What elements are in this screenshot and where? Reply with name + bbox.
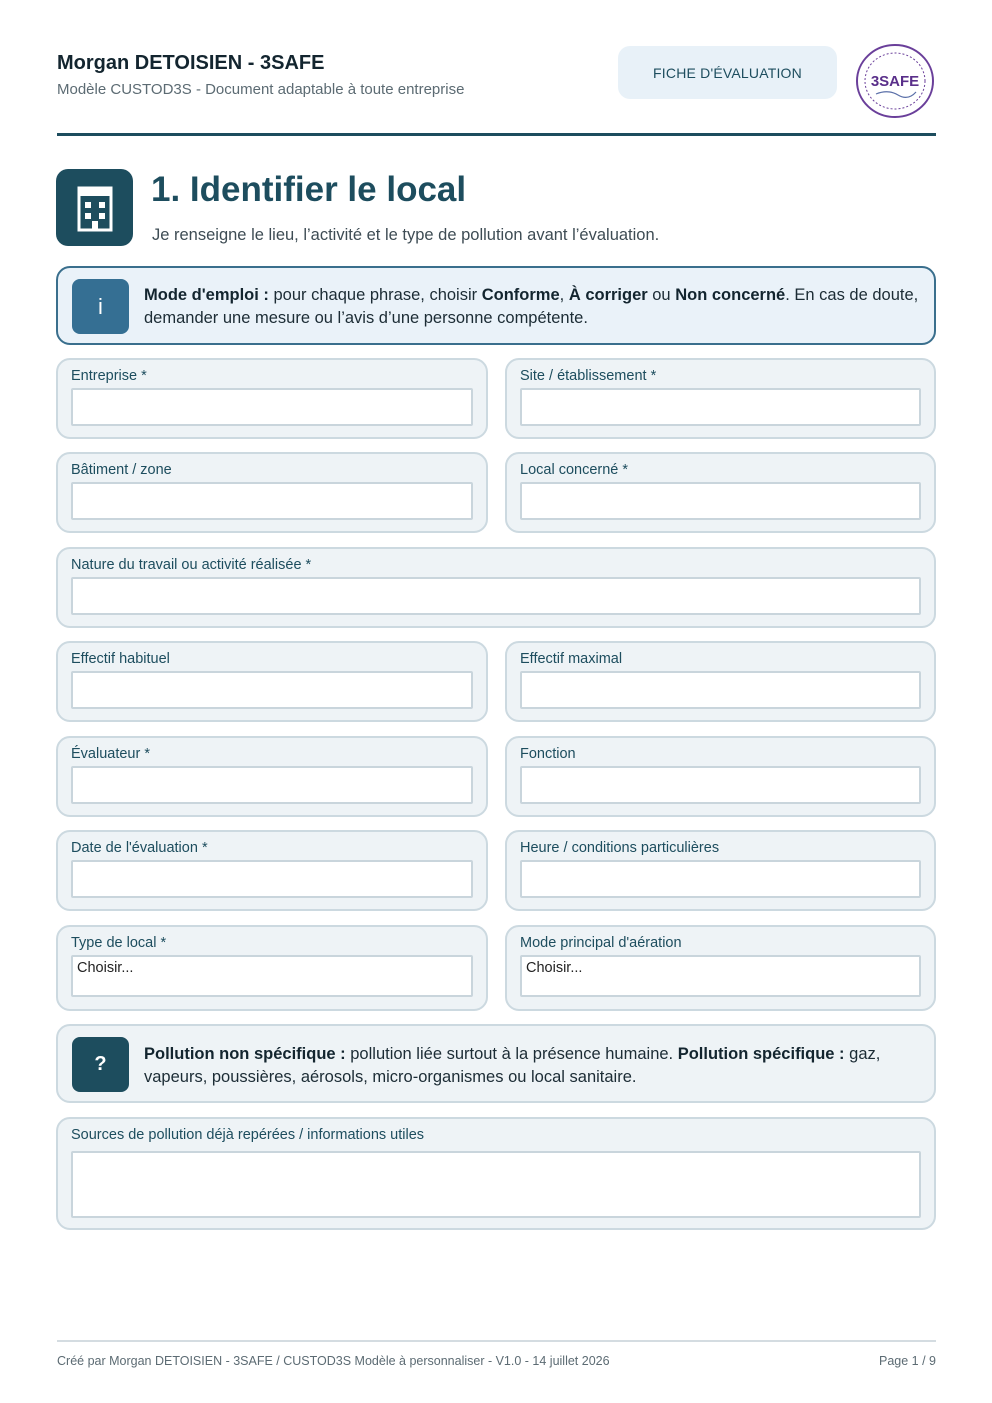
field-date: [56, 830, 488, 911]
info-icon: i: [72, 279, 129, 334]
field-label: Entreprise *: [71, 368, 147, 384]
building-icon: [56, 169, 133, 246]
type-local-select[interactable]: Choisir...: [71, 955, 473, 997]
instructions-text: Mode d'emploi : pour chaque phrase, choisir Conforme, À corriger ou Non concerné. En cas de doute, demander une mesure ou l’avis d’une personne compétente.: [144, 286, 919, 327]
effectif-habituel-input[interactable]: [71, 671, 473, 709]
field-fonction: [505, 736, 936, 817]
footer-credits: Créé par Morgan DETOISIEN - 3SAFE / CUSTOD3S Modèle à personnaliser - V1.0 - 14 juillet 2026: [57, 1354, 610, 1368]
date-input[interactable]: [71, 860, 473, 898]
evaluateur-input[interactable]: [71, 766, 473, 804]
field-batiment: [56, 452, 488, 533]
field-label: Heure / conditions particulières: [520, 840, 720, 856]
document-type-badge: FICHE D'ÉVALUATION: [618, 46, 837, 99]
question-icon: ?: [72, 1037, 129, 1092]
field-site: [505, 358, 936, 439]
page-header: [57, 40, 936, 136]
page-subtitle: Je renseigne le lieu, l’activité et le type de pollution avant l’évaluation.: [152, 226, 660, 244]
page-title: 1. Identifier le local: [151, 170, 467, 209]
field-entreprise: [56, 358, 488, 439]
pollution-help-box: [56, 1024, 936, 1103]
sources-textarea[interactable]: [71, 1151, 921, 1218]
field-label: Date de l'évaluation *: [71, 840, 208, 856]
field-effectif-habituel: [56, 641, 488, 722]
page-number: Page 1 / 9: [879, 1354, 936, 1368]
field-label: Nature du travail ou activité réalisée *: [71, 557, 312, 573]
field-nature: [56, 547, 936, 628]
field-effectif-maximal: [505, 641, 936, 722]
nature-input[interactable]: [71, 577, 921, 615]
aeration-select[interactable]: Choisir...: [520, 955, 921, 997]
field-label: Sources de pollution déjà repérées / informations utiles: [71, 1127, 425, 1143]
brand-name: Morgan DETOISIEN - 3SAFE: [57, 52, 325, 74]
field-label: Type de local *: [71, 935, 167, 951]
field-label: Local concerné *: [520, 462, 629, 478]
company-stamp-logo: [854, 42, 936, 120]
field-label: Effectif maximal: [520, 651, 623, 667]
field-label: Mode principal d'aération: [520, 935, 682, 951]
field-heure: [505, 830, 936, 911]
brand-subtitle: Modèle CUSTOD3S - Document adaptable à toute entreprise: [57, 81, 465, 98]
site-input[interactable]: [520, 388, 921, 426]
field-label: Site / établissement *: [520, 368, 657, 384]
pollution-help-text: Pollution non spécifique : pollution liée surtout à la présence humaine. Pollution spécifique : gaz, vapeurs, poussières, aérosols, micro-organismes ou local sanitaire.: [144, 1045, 881, 1086]
field-local: [505, 452, 936, 533]
fonction-input[interactable]: [520, 766, 921, 804]
field-label: Fonction: [520, 746, 576, 762]
field-aeration: [505, 925, 936, 1011]
local-input[interactable]: [520, 482, 921, 520]
instructions-box: [56, 266, 936, 345]
effectif-maximal-input[interactable]: [520, 671, 921, 709]
heure-input[interactable]: [520, 860, 921, 898]
field-label: Effectif habituel: [71, 651, 170, 667]
field-type-local: [56, 925, 488, 1011]
stamp-text: 3SAFE: [870, 73, 920, 90]
field-sources: [56, 1117, 936, 1230]
page-footer: [57, 1340, 936, 1368]
field-label: Évaluateur *: [71, 746, 150, 762]
field-evaluateur: [56, 736, 488, 817]
field-label: Bâtiment / zone: [71, 462, 172, 478]
batiment-input[interactable]: [71, 482, 473, 520]
entreprise-input[interactable]: [71, 388, 473, 426]
